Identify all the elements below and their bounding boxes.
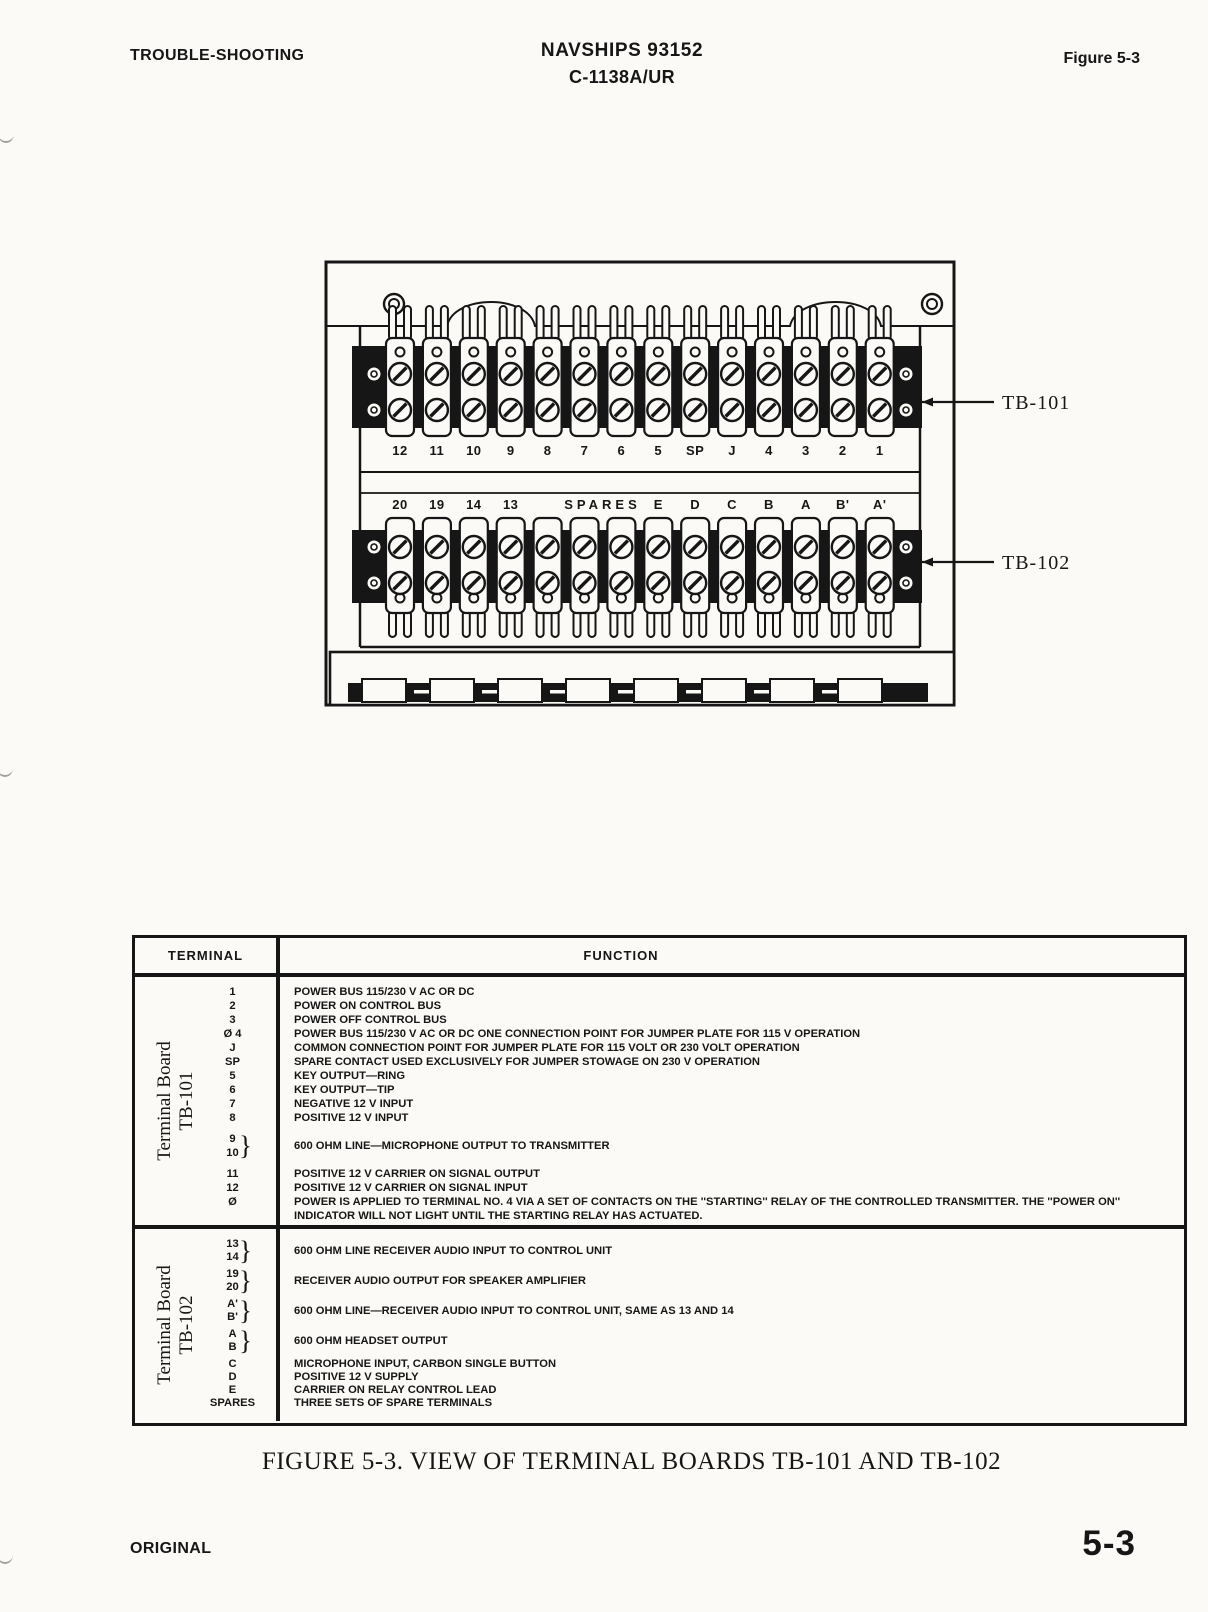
table-section-tb101: [135, 977, 1184, 1229]
table-row: [135, 1132, 1184, 1160]
terminal-id: A: [228, 1328, 237, 1340]
function-cell: SPARE CONTACT USED EXCLUSIVELY FOR JUMPER STOWAGE ON 230 V OPERATION: [294, 1056, 761, 1068]
terminal-id: 7: [229, 1098, 236, 1110]
fork-lug-icon: [758, 611, 765, 637]
function-cell: POWER ON CONTROL BUS: [294, 1000, 442, 1012]
fork-lug-icon: [869, 306, 876, 340]
tb102-terminal-label: E: [653, 497, 663, 512]
fork-lug-icon: [478, 306, 485, 340]
function-cell: KEY OUTPUT—TIP: [294, 1084, 395, 1096]
fork-lug-icon: [426, 306, 433, 340]
fork-lug-icon: [625, 611, 632, 637]
lug-hole-icon: [506, 348, 515, 357]
group-brace-icon: }: [239, 1325, 252, 1356]
terminal-id: SP: [225, 1056, 240, 1068]
terminal-cell: [135, 1055, 280, 1069]
terminal-id: 12: [226, 1182, 239, 1194]
fork-lug-icon: [736, 306, 743, 340]
fork-lug-icon: [847, 611, 854, 637]
group-brace-icon: }: [239, 1295, 252, 1326]
lug-hole-icon: [875, 348, 884, 357]
fork-lug-icon: [552, 306, 559, 340]
tb101-terminal-label: 5: [654, 443, 663, 458]
table-row: [135, 1235, 1184, 1266]
fork-lug-icon: [721, 611, 728, 637]
tb101-terminal-label: 10: [466, 443, 482, 458]
end-cap-screw-icon: [903, 544, 909, 550]
terminal-column-header: TERMINAL: [135, 938, 280, 973]
function-cell: MICROPHONE INPUT, CARBON SINGLE BUTTON: [294, 1358, 557, 1370]
fork-lug-icon: [832, 611, 839, 637]
fork-lug-icon: [552, 611, 559, 637]
board-label-line2: TB-101: [176, 1071, 197, 1131]
tb101-terminal-label: 11: [429, 443, 445, 458]
fork-lug-icon: [699, 611, 706, 637]
group-brace-icon: }: [239, 1265, 252, 1296]
function-cell: POWER IS APPLIED TO TERMINAL NO. 4 VIA A SET OF CONTACTS ON THE ''STARTING'' RELAY OF THE CONTROLLED TRANSMITTER. THE ''POWER ON'' INDICATOR WILL NOT LIGHT UNTIL THE STARTING RELAY HAS ACTUATED.: [294, 1196, 1121, 1222]
terminal-cell: [135, 1069, 280, 1083]
fork-lug-icon: [389, 611, 396, 637]
terminal-id: SPARES: [209, 1397, 256, 1409]
flange-tab: [838, 679, 882, 702]
terminal-id: 9: [229, 1133, 236, 1145]
tb101-terminal-label: 3: [802, 443, 810, 458]
fork-lug-icon: [773, 306, 780, 340]
function-column-header: FUNCTION: [583, 948, 659, 963]
terminal-id: B': [227, 1311, 238, 1323]
table-row: [135, 1195, 1184, 1223]
terminal-cell: [135, 1013, 280, 1027]
terminal-cell: [135, 1397, 280, 1410]
fork-lug-icon: [515, 306, 522, 340]
fork-lug-icon: [441, 611, 448, 637]
end-cap-screw-icon: [903, 407, 909, 413]
terminal-id: 5: [229, 1070, 236, 1082]
terminal-id: 19: [226, 1268, 239, 1280]
fork-lug-icon: [389, 306, 396, 340]
terminal-boards-diagram: [318, 246, 1078, 716]
function-cell: 600 OHM HEADSET OUTPUT: [294, 1334, 448, 1347]
fork-lug-icon: [589, 611, 596, 637]
function-cell: POWER BUS 115/230 V AC OR DC ONE CONNECTION POINT FOR JUMPER PLATE FOR 115 V OPERATION: [294, 1028, 861, 1040]
fork-lug-icon: [500, 306, 507, 340]
lug-hole-icon: [654, 348, 663, 357]
tab-slot-mark: [822, 690, 838, 694]
terminal-cell: [135, 1097, 280, 1111]
terminal-id: 3: [229, 1014, 236, 1026]
terminal-id: A': [227, 1298, 238, 1310]
function-cell: CARRIER ON RELAY CONTROL LEAD: [294, 1384, 497, 1396]
fork-lug-icon: [515, 611, 522, 637]
page-header-document-id: [541, 40, 703, 88]
tab-slot-mark: [414, 690, 430, 694]
flange-tab: [634, 679, 678, 702]
table-row: [135, 1167, 1184, 1181]
lug-hole-icon: [801, 348, 810, 357]
scan-artifact: [0, 766, 13, 777]
group-brace-icon: }: [239, 1235, 252, 1266]
terminal-cell: [135, 1265, 280, 1296]
function-cell: KEY OUTPUT—RING: [294, 1070, 406, 1082]
flange-tab: [566, 679, 610, 702]
fork-lug-icon: [795, 306, 802, 340]
tb101-terminal-label: J: [728, 443, 736, 458]
scan-artifact: [0, 1553, 13, 1564]
fork-lug-icon: [574, 611, 581, 637]
fork-lug-icon: [721, 306, 728, 340]
terminal-id: D: [228, 1371, 237, 1383]
terminal-id: 10: [226, 1147, 239, 1159]
terminal-cell: [135, 1083, 280, 1097]
lug-hole-icon: [728, 348, 737, 357]
terminal-id: 1: [229, 986, 236, 998]
fork-lug-icon: [589, 306, 596, 340]
function-cell: RECEIVER AUDIO OUTPUT FOR SPEAKER AMPLIFIER: [294, 1274, 586, 1287]
terminal-id: 13: [226, 1238, 239, 1250]
tb102-terminal-label: 14: [466, 497, 482, 512]
terminal-cell: [135, 1235, 280, 1266]
tab-slot-mark: [482, 690, 498, 694]
tab-slot-mark: [618, 690, 634, 694]
board-label-line1: Terminal Board: [154, 1041, 175, 1161]
tab-slot-mark: [754, 690, 770, 694]
fork-lug-icon: [847, 306, 854, 340]
table-row: [135, 1083, 1184, 1097]
lug-hole-icon: [543, 348, 552, 357]
terminal-function-table: [132, 935, 1187, 1426]
table-row: [135, 1358, 1184, 1371]
fork-lug-icon: [463, 611, 470, 637]
terminal-id: 2: [229, 1000, 236, 1012]
lug-hole-icon: [691, 348, 700, 357]
function-cell: POWER OFF CONTROL BUS: [294, 1014, 447, 1026]
function-cell: POSITIVE 12 V CARRIER ON SIGNAL OUTPUT: [294, 1168, 540, 1180]
tb102-terminal-label: 13: [502, 497, 519, 512]
terminal-cell: [135, 985, 280, 999]
tb101-terminal-label: 4: [765, 443, 773, 458]
table-row: [135, 1265, 1184, 1296]
end-cap-screw-icon: [371, 544, 377, 550]
fork-lug-icon: [426, 611, 433, 637]
board-label-rotated: [154, 1185, 200, 1465]
table-row: [135, 1181, 1184, 1195]
lug-hole-icon: [469, 348, 478, 357]
function-cell: POSITIVE 12 V SUPPLY: [294, 1371, 419, 1383]
fork-lug-icon: [500, 611, 507, 637]
group-brace-icon: }: [239, 1130, 252, 1161]
lug-hole-icon: [580, 348, 589, 357]
fork-lug-icon: [832, 306, 839, 340]
terminal-cell: [135, 1132, 280, 1160]
terminal-cell: [135, 1167, 280, 1181]
flange-tab: [702, 679, 746, 702]
fork-lug-icon: [810, 306, 817, 340]
page-footer-revision: ORIGINAL: [130, 1540, 212, 1557]
navships-number: NAVSHIPS 93152: [540, 40, 704, 61]
fork-lug-icon: [647, 611, 654, 637]
function-cell: 600 OHM LINE—MICROPHONE OUTPUT TO TRANSMITTER: [294, 1140, 610, 1152]
tb102-terminal-label: 20: [392, 497, 408, 512]
function-cell: THREE SETS OF SPARE TERMINALS: [294, 1397, 493, 1409]
terminal-id: 6: [229, 1084, 236, 1096]
equipment-designator: C-1138A/UR: [568, 67, 676, 87]
table-row: [135, 1013, 1184, 1027]
fork-lug-icon: [869, 611, 876, 637]
table-row: [135, 1397, 1184, 1410]
fork-lug-icon: [684, 306, 691, 340]
lug-hole-icon: [432, 348, 441, 357]
scan-artifact: [0, 132, 14, 143]
tb102-terminal-label: SPARES: [564, 497, 641, 512]
terminal-cell: [135, 1041, 280, 1055]
table-row: [135, 1055, 1184, 1069]
lug-hole-icon: [838, 348, 847, 357]
tb102-terminal-label: A: [800, 497, 811, 512]
terminal-cell: [135, 1027, 280, 1041]
tb102-terminal-label: B: [764, 497, 774, 512]
fork-lug-icon: [758, 306, 765, 340]
terminal-id: 20: [226, 1281, 239, 1293]
fork-lug-icon: [478, 611, 485, 637]
function-cell: POWER BUS 115/230 V AC OR DC: [294, 986, 475, 998]
terminal-id: Ø 4: [223, 1028, 242, 1040]
function-cell: 600 OHM LINE RECEIVER AUDIO INPUT TO CONTROL UNIT: [294, 1244, 613, 1257]
terminal-id: Ø: [228, 1196, 237, 1208]
fork-lug-icon: [647, 306, 654, 340]
terminal-cell: [135, 1358, 280, 1371]
tb101-terminal-label: 12: [392, 443, 408, 458]
lug-hole-icon: [765, 348, 774, 357]
tb101-terminal-label: SP: [686, 443, 705, 458]
fork-lug-icon: [795, 611, 802, 637]
fork-lug-icon: [610, 611, 617, 637]
fork-lug-icon: [404, 611, 411, 637]
tb102-terminal-label: A': [872, 497, 887, 512]
terminal-id: B: [228, 1341, 237, 1353]
fork-lug-icon: [404, 306, 411, 340]
table-row: [135, 1069, 1184, 1083]
end-cap-screw-icon: [903, 371, 909, 377]
table-row: [135, 1097, 1184, 1111]
function-cell: POSITIVE 12 V CARRIER ON SIGNAL INPUT: [294, 1182, 528, 1194]
page-header-section-title: TROUBLE-SHOOTING: [130, 47, 305, 64]
tab-slot-mark: [550, 690, 566, 694]
tb102-terminal-label: C: [727, 497, 738, 512]
tb101-terminal-label: 8: [543, 443, 552, 458]
terminal-id: 14: [226, 1251, 239, 1263]
fork-lug-icon: [773, 611, 780, 637]
page-footer-page-number: 5-3: [1082, 1524, 1136, 1563]
fork-lug-icon: [736, 611, 743, 637]
chassis-outline: [326, 262, 954, 705]
fork-lug-icon: [684, 611, 691, 637]
tb101-terminal-label: 9: [506, 443, 515, 458]
table-row: [135, 1041, 1184, 1055]
fork-lug-icon: [884, 611, 891, 637]
table-row: [135, 1384, 1184, 1397]
board-label-line1: Terminal Board: [154, 1265, 175, 1385]
table-row: [135, 985, 1184, 999]
end-cap-screw-icon: [371, 580, 377, 586]
function-cell: 600 OHM LINE—RECEIVER AUDIO INPUT TO CONTROL UNIT, SAME AS 13 AND 14: [294, 1304, 734, 1317]
tb102-terminal-label: D: [690, 497, 701, 512]
terminal-cell: [135, 999, 280, 1013]
fork-lug-icon: [662, 306, 669, 340]
panel-screw-icon: [927, 299, 937, 309]
fork-lug-icon: [662, 611, 669, 637]
tb101-terminal-label: 7: [580, 443, 589, 458]
function-cell: NEGATIVE 12 V INPUT: [294, 1098, 414, 1110]
lug-hole-icon: [396, 348, 405, 357]
fork-lug-icon: [610, 306, 617, 340]
fork-lug-icon: [537, 306, 544, 340]
fork-lug-icon: [884, 306, 891, 340]
board-label-line2: TB-102: [176, 1295, 197, 1355]
function-cell: POSITIVE 12 V INPUT: [294, 1112, 409, 1124]
flange-tab: [362, 679, 406, 702]
end-cap-screw-icon: [371, 371, 377, 377]
tb102-callout: TB-102: [1002, 552, 1071, 574]
end-cap-screw-icon: [903, 580, 909, 586]
fork-lug-icon: [537, 611, 544, 637]
table-body: [135, 977, 1184, 1421]
terminal-boards-drawing: [318, 246, 1078, 716]
page-header-figure-ref: Figure 5-3: [1063, 50, 1140, 67]
table-header-row: [135, 938, 1184, 977]
flange-tab: [430, 679, 474, 702]
terminal-cell: [135, 1111, 280, 1125]
fork-lug-icon: [699, 306, 706, 340]
fork-lug-icon: [625, 306, 632, 340]
terminal-id: J: [229, 1042, 236, 1054]
terminal-cell: [135, 1384, 280, 1397]
flange-tab: [498, 679, 542, 702]
tb101-terminal-label: 2: [838, 443, 847, 458]
terminal-id: E: [228, 1384, 237, 1396]
flange-tab: [770, 679, 814, 702]
tb102-terminal-label: B': [836, 497, 850, 512]
fork-lug-icon: [463, 306, 470, 340]
end-cap-screw-icon: [371, 407, 377, 413]
tb101-terminal-label: 6: [617, 443, 626, 458]
figure-caption: FIGURE 5-3. VIEW OF TERMINAL BOARDS TB-101 AND TB-102: [261, 1448, 1002, 1475]
table-row: [135, 1027, 1184, 1041]
tb101-callout: TB-101: [1002, 392, 1071, 414]
fork-lug-icon: [810, 611, 817, 637]
fork-lug-icon: [441, 306, 448, 340]
terminal-id: 11: [226, 1168, 239, 1180]
table-row: [135, 1371, 1184, 1384]
fork-lug-icon: [574, 306, 581, 340]
table-row: [135, 999, 1184, 1013]
lug-hole-icon: [617, 348, 626, 357]
function-cell: COMMON CONNECTION POINT FOR JUMPER PLATE FOR 115 VOLT OR 230 VOLT OPERATION: [294, 1042, 800, 1054]
tb101-terminal-label: 1: [875, 443, 884, 458]
table-section-tb102: [135, 1229, 1184, 1421]
terminal-cell: [135, 1371, 280, 1384]
tab-slot-mark: [686, 690, 702, 694]
tb102-terminal-label: 19: [429, 497, 445, 512]
table-row: [135, 1111, 1184, 1125]
terminal-id: 8: [229, 1112, 236, 1124]
terminal-id: C: [228, 1358, 237, 1370]
